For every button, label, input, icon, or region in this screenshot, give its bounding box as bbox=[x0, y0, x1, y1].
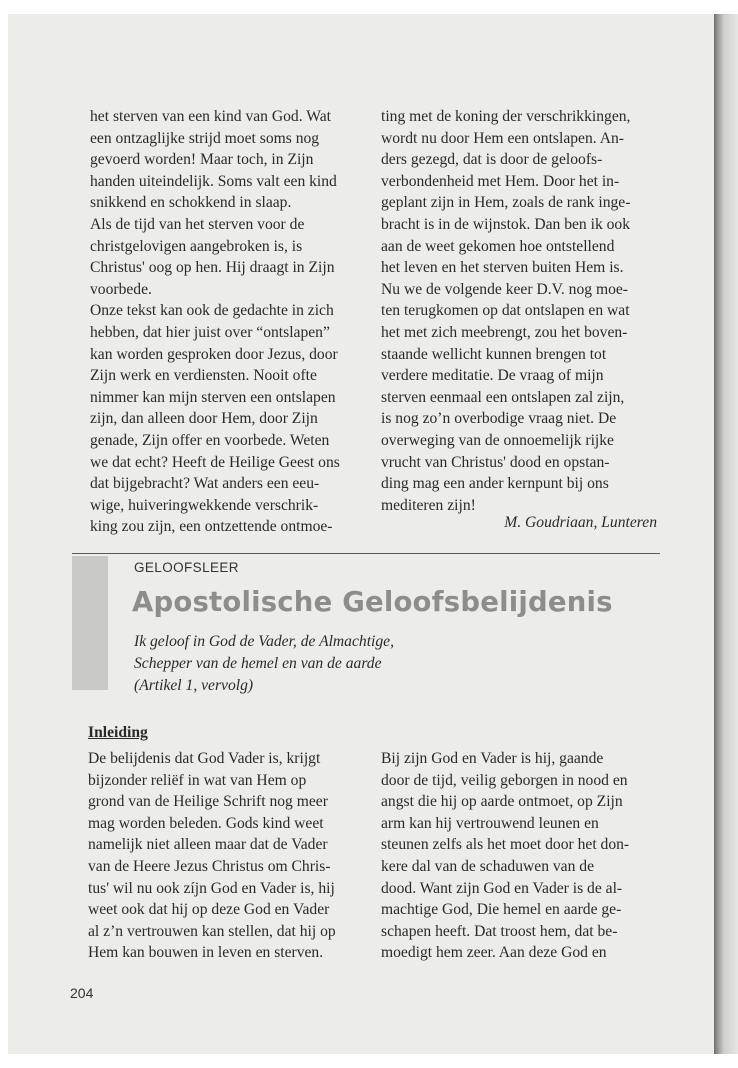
text-line: arm kan hij vertrouwend leunen en bbox=[381, 814, 599, 832]
author-signature: M. Goudriaan, Lunteren bbox=[504, 514, 657, 531]
bottom-left-column bbox=[88, 748, 368, 964]
text-line: is nog zo’n overbodige vraag niet. De bbox=[381, 410, 617, 428]
text-line: het leven en het sterven buiten Hem is. bbox=[381, 259, 624, 277]
text-line: dood. Want zijn God en Vader is de al- bbox=[381, 879, 623, 897]
page-number: 204 bbox=[70, 985, 94, 1001]
text-line: ting met de koning der verschrikkingen, bbox=[381, 108, 631, 125]
text-line: kere dal van de schaduwen van de bbox=[381, 857, 595, 875]
text-line: king zou zijn, een ontzettende ontmoe- bbox=[90, 518, 333, 536]
text-line: verdere meditatie. De vraag of mijn bbox=[381, 367, 604, 385]
text-line: weet ook dat hij op deze God en Vader bbox=[88, 901, 330, 919]
text-line: ding mag een ander kernpunt bij ons bbox=[381, 475, 609, 493]
text-line: verbondenheid met Hem. Door het in- bbox=[381, 172, 620, 190]
text-line: overweging van de onnoemelijk rijke bbox=[381, 431, 614, 449]
text-line: Nu we de volgende keer D.V. nog moe- bbox=[381, 280, 628, 298]
text-line: Als de tijd van het sterven voor de bbox=[90, 215, 305, 233]
text-line: wige, huiveringwekkende verschrik- bbox=[90, 496, 319, 514]
text-line: gevoerd worden! Maar toch, in Zijn bbox=[90, 151, 314, 169]
text-line: we dat echt? Heeft de Heilige Geest ons bbox=[90, 453, 340, 471]
text-line: Zijn werk en verdiensten. Nooit ofte bbox=[90, 367, 317, 385]
text-line: machtige God, Die hemel en aarde ge- bbox=[381, 901, 622, 919]
text-line: Onze tekst kan ook de gedachte in zich bbox=[90, 302, 334, 320]
text-line: bijzonder reliëf in wat van Hem op bbox=[88, 771, 307, 789]
text-line: schapen heeft. Dat troost hem, dat be- bbox=[381, 922, 618, 940]
top-right-column bbox=[381, 106, 661, 516]
text-line: Bij zijn God en Vader is hij, gaande bbox=[381, 750, 604, 767]
text-line: snikkend en schokkend in slaap. bbox=[90, 194, 292, 212]
text-line: ders gezegd, dat is door de geloofs- bbox=[381, 151, 603, 169]
text-line: van de Heere Jezus Christus om Chris- bbox=[88, 857, 331, 875]
text-line: nimmer kan mijn sterven een ontslapen bbox=[90, 388, 336, 406]
text-line: handen uiteindelijk. Soms valt een kind bbox=[90, 172, 337, 190]
article-headline: Apostolische Geloofsbelijdenis bbox=[132, 586, 613, 618]
text-line: mag worden beleden. Gods kind weet bbox=[88, 814, 324, 832]
book-spine bbox=[714, 14, 738, 1054]
section-bar bbox=[72, 556, 108, 690]
text-line: De belijdenis dat God Vader is, krijgt bbox=[88, 750, 321, 767]
text-line: steunen zelfs als het moet door het don- bbox=[381, 836, 630, 854]
text-line: Hem kan bouwen in leven en sterven. bbox=[88, 944, 324, 962]
text-line: geplant zijn in Hem, zoals de rank inge- bbox=[381, 194, 631, 212]
bottom-right-column bbox=[381, 748, 661, 964]
text-line: genade, Zijn offer en voorbede. Weten bbox=[90, 431, 330, 449]
text-line: hebben, dat hier juist over “ontslapen” bbox=[90, 323, 330, 341]
section-rule bbox=[72, 553, 660, 554]
text-line: grond van de Heilige Schrift nog meer bbox=[88, 793, 328, 811]
text-line: een ontzaglijke strijd moet soms nog bbox=[90, 129, 320, 147]
text-line: voorbede. bbox=[90, 280, 152, 298]
text-line: mediteren zijn! bbox=[381, 496, 476, 514]
section-heading: Inleiding bbox=[88, 724, 148, 741]
text-line: ten terugkomen op dat ontslapen en wat bbox=[381, 302, 630, 320]
text-line: namelijk niet alleen maar dat de Vader bbox=[88, 836, 328, 854]
text-line: Christus' oog op hen. Hij draagt in Zijn bbox=[90, 259, 335, 277]
text-line: Schepper van de hemel en van de aarde bbox=[134, 654, 382, 672]
text-line: (Artikel 1, vervolg) bbox=[134, 676, 254, 694]
text-line: christgelovigen aangebroken is, is bbox=[90, 237, 303, 255]
text-line: het met zich meebrengt, zou het boven- bbox=[381, 323, 628, 341]
text-line: al z’n vertrouwen kan stellen, dat hij op bbox=[88, 922, 336, 940]
creed-quote bbox=[134, 631, 394, 696]
text-line: bracht is in de wijnstok. Dan ben ik ook bbox=[381, 215, 631, 233]
text-line: moedigt hem zeer. Aan deze God en bbox=[381, 944, 607, 962]
text-line: angst die hij op aarde ontmoet, op Zijn bbox=[381, 793, 623, 811]
text-line: door de tijd, veilig geborgen in nood en bbox=[381, 771, 628, 789]
text-line: Ik geloof in God de Vader, de Almachtige, bbox=[134, 633, 394, 650]
top-left-column bbox=[90, 106, 370, 538]
text-line: aan de weet gekomen hoe ontstellend bbox=[381, 237, 615, 255]
text-line: vrucht van Christus' dood en opstan- bbox=[381, 453, 610, 471]
text-line: zijn, dan alleen door Hem, door Zijn bbox=[90, 410, 318, 428]
text-line: het sterven van een kind van God. Wat bbox=[90, 108, 331, 125]
text-line: wordt nu door Hem een ontslapen. An- bbox=[381, 129, 624, 147]
text-line: tus' wil nu ook zíjn God en Vader is, hij bbox=[88, 879, 335, 897]
text-line: kan worden gesproken door Jezus, door bbox=[90, 345, 338, 363]
text-line: staande wellicht kunnen brengen tot bbox=[381, 345, 607, 363]
text-line: sterven eenmaal een ontslapen zal zijn, bbox=[381, 388, 625, 406]
section-kicker: GELOOFSLEER bbox=[134, 560, 239, 575]
text-line: dat bijgebracht? Wat anders een eeu- bbox=[90, 475, 320, 493]
